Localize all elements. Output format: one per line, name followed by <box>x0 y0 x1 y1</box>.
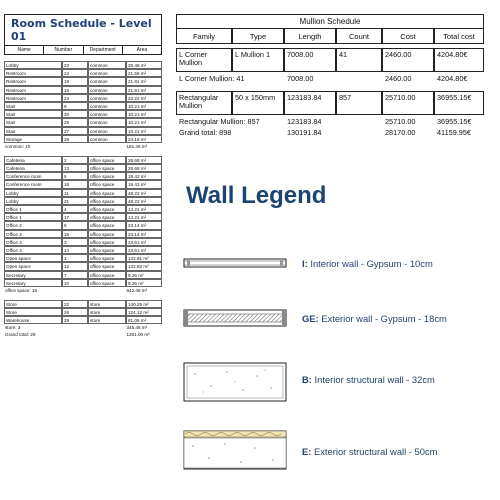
cell-name: Restroom <box>4 94 62 102</box>
subtotal-label: Rectangular Mullion: 857 <box>179 117 260 126</box>
cell-area: 23.14 m² <box>126 221 162 229</box>
cell-department: common <box>88 127 126 135</box>
cell-number: 10 <box>62 279 88 287</box>
cell-name: Store <box>4 300 62 308</box>
subtotal-label: L Corner Mullion: 41 <box>179 74 245 83</box>
room-group <box>4 156 162 294</box>
cell-name: Lobby <box>4 189 62 197</box>
cell-area: 140.29 m² <box>126 300 162 308</box>
cell-number: 4 <box>62 205 88 213</box>
cell-number: 13 <box>62 164 88 172</box>
cell-area: 28.68 m² <box>126 156 162 164</box>
mullion-schedule-title: Mullion Schedule <box>176 14 484 29</box>
cell-area: 22.22 m² <box>126 94 162 102</box>
cell-area: 24.18 m² <box>126 135 162 143</box>
cell-family: L Corner Mullion <box>176 48 232 72</box>
cell-number: 7 <box>62 271 88 279</box>
cell-name: Office 1 <box>4 205 62 213</box>
cell-area: 10.21 m² <box>126 110 162 118</box>
cell-number: 27 <box>62 127 88 135</box>
room-grand-total-value: 1301.00 m² <box>126 332 150 338</box>
cell-area: 21.81 m² <box>126 86 162 94</box>
wall-legend-title: Wall Legend <box>186 182 327 209</box>
cell-name: Open space <box>4 262 62 270</box>
cell-department: office space <box>88 205 126 213</box>
cell-number: 11 <box>62 189 88 197</box>
cell-area: 23.61 m² <box>126 238 162 246</box>
cell-number: 15 <box>62 230 88 238</box>
wall-label-exterior-structural <box>302 446 437 457</box>
cell-name: Lobby <box>4 61 62 69</box>
room-schedule-body <box>4 61 162 331</box>
cell-name: Secretary <box>4 271 62 279</box>
table-row <box>4 135 162 143</box>
cell-department: store <box>88 308 126 316</box>
table-row <box>4 230 162 238</box>
cell-name: Lobby <box>4 197 62 205</box>
cell-name: Conference room <box>4 180 62 188</box>
room-schedule-header <box>4 45 162 55</box>
room-schedule-title: Room Schedule - Level 01 <box>4 14 162 45</box>
cell-count: 41 <box>336 48 382 72</box>
mullion-row <box>176 48 484 72</box>
cell-name: Open space <box>4 254 62 262</box>
table-row <box>4 205 162 213</box>
group-summary-value: 642.48 m² <box>126 287 148 293</box>
room-grand-total <box>4 331 162 338</box>
cell-number: 28 <box>62 135 88 143</box>
wall-desc-e: Exterior structural wall - 50cm <box>313 446 438 457</box>
cell-number: 6 <box>62 221 88 229</box>
cell-department: common <box>88 69 126 77</box>
mullion-row <box>176 91 484 115</box>
interior-wall-gypsum-10-icon <box>183 256 287 270</box>
cell-department: office space <box>88 180 126 188</box>
cell-area: 124.12 m² <box>126 308 162 316</box>
table-row <box>4 102 162 110</box>
cell-cost: 2460.00 <box>382 48 434 72</box>
cell-type: 50 x 150mm <box>232 91 284 115</box>
wall-desc-ge: Exterior wall - Gypsum - 18cm <box>321 313 447 324</box>
table-row <box>4 110 162 118</box>
group-summary-value: 345.46 m² <box>126 325 148 331</box>
subtotal-length: 123183.84 <box>287 117 322 126</box>
table-row <box>4 300 162 308</box>
cell-area: 9.26 m² <box>126 279 162 287</box>
table-row <box>4 189 162 197</box>
grand-total-label: Grand total: 898 <box>179 128 232 137</box>
cell-department: office space <box>88 246 126 254</box>
cell-number: 24 <box>62 69 88 77</box>
cell-department: store <box>88 316 126 324</box>
subtotal-cost: 2460.00 <box>385 74 412 83</box>
grand-total-length: 130191.84 <box>287 128 322 137</box>
cell-area: 28.68 m² <box>126 164 162 172</box>
table-row <box>4 316 162 324</box>
cell-number: 18 <box>62 86 88 94</box>
group-summary-value: 181.46 m² <box>126 143 148 149</box>
header-department: Department <box>84 46 123 54</box>
table-row <box>4 254 162 262</box>
table-row <box>4 180 162 188</box>
header-cost: Cost <box>382 29 434 44</box>
header-number: Number <box>44 46 83 54</box>
table-row <box>4 156 162 164</box>
cell-family: Rectangular Mullion <box>176 91 232 115</box>
cell-department: common <box>88 102 126 110</box>
cell-name: Warehouse <box>4 316 62 324</box>
interior-structural-wall-32-icon <box>183 362 287 402</box>
room-schedule <box>4 14 162 338</box>
header-type: Type <box>232 29 284 44</box>
group-summary <box>4 143 162 150</box>
cell-number: 16 <box>62 180 88 188</box>
cell-number: 26 <box>62 308 88 316</box>
cell-area: 48.22 m² <box>126 197 162 205</box>
table-row <box>4 172 162 180</box>
header-name: Name <box>5 46 44 54</box>
table-row <box>4 61 162 69</box>
cell-department: common <box>88 86 126 94</box>
cell-area: 10.21 m² <box>126 127 162 135</box>
cell-name: Cafeteria <box>4 164 62 172</box>
wall-desc-b: Interior structural wall - 32cm <box>314 374 435 385</box>
mullion-schedule <box>176 14 484 137</box>
cell-name: Office 1 <box>4 213 62 221</box>
table-row <box>4 127 162 135</box>
cell-area: 48.22 m² <box>126 189 162 197</box>
cell-number: 23 <box>62 61 88 69</box>
cell-area: 19.42 m² <box>126 180 162 188</box>
table-row <box>4 246 162 254</box>
header-area: Area <box>136 47 148 53</box>
cell-number: 17 <box>62 213 88 221</box>
cell-area: 23.61 m² <box>126 246 162 254</box>
cell-total-cost: 4204.80€ <box>434 48 484 72</box>
wall-label-exterior-gypsum <box>302 313 447 324</box>
cell-number: 14 <box>62 246 88 254</box>
mullion-subtotal <box>176 115 484 126</box>
cell-name: Office 2 <box>4 230 62 238</box>
cell-number: 5 <box>62 172 88 180</box>
wall-code-e: E: <box>302 446 312 457</box>
group-summary-label: store: 3 <box>5 325 21 331</box>
cell-department: office space <box>88 172 126 180</box>
cell-department: office space <box>88 213 126 221</box>
wall-label-interior-gypsum <box>302 258 433 269</box>
cell-area: 10.21 m² <box>126 102 162 110</box>
table-row <box>4 77 162 85</box>
cell-name: Stair <box>4 102 62 110</box>
cell-number: 22 <box>62 300 88 308</box>
room-grand-total-label: Grand total: 29 <box>5 332 36 338</box>
exterior-structural-wall-50-icon <box>183 430 287 470</box>
room-group <box>4 300 162 332</box>
cell-department: office space <box>88 271 126 279</box>
cell-department: common <box>88 135 126 143</box>
cell-number: 24 <box>62 94 88 102</box>
cell-number: 20 <box>62 110 88 118</box>
wall-label-interior-structural <box>302 374 435 385</box>
cell-department: common <box>88 61 126 69</box>
cell-number: 29 <box>62 316 88 324</box>
table-row <box>4 279 162 287</box>
cell-department: office space <box>88 279 126 287</box>
subtotal-cost: 25710.00 <box>385 117 416 126</box>
cell-number: 2 <box>62 156 88 164</box>
header-count: Count <box>336 29 382 44</box>
cell-area: 23.14 m² <box>126 230 162 238</box>
cell-department: office space <box>88 230 126 238</box>
mullion-grand-total <box>176 126 484 137</box>
cell-department: office space <box>88 164 126 172</box>
table-row <box>4 238 162 246</box>
mullion-subtotal <box>176 72 484 83</box>
grand-total-cost: 28170.00 <box>385 128 416 137</box>
room-group <box>4 61 162 150</box>
cell-department: office space <box>88 238 126 246</box>
cell-name: Restroom <box>4 86 62 94</box>
table-row <box>4 271 162 279</box>
cell-area: 21.56 m² <box>126 69 162 77</box>
table-row <box>4 86 162 94</box>
cell-name: Storage <box>4 135 62 143</box>
wall-desc-i: Interior wall - Gypsum - 10cm <box>310 258 433 269</box>
table-row <box>4 197 162 205</box>
subtotal-total-cost: 36955.15€ <box>437 117 472 126</box>
table-row <box>4 94 162 102</box>
table-row <box>4 69 162 77</box>
cell-area: 132.83 m² <box>126 262 162 270</box>
header-length: Length <box>284 29 336 44</box>
cell-area: 10.21 m² <box>126 118 162 126</box>
table-row <box>4 213 162 221</box>
cell-area: 132.81 m² <box>126 254 162 262</box>
mullion-schedule-header <box>176 29 484 44</box>
cell-area: 14.21 m² <box>126 205 162 213</box>
cell-number: 3 <box>62 238 88 246</box>
cell-department: office space <box>88 197 126 205</box>
cell-number: 9 <box>62 102 88 110</box>
cell-name: Office 3 <box>4 238 62 246</box>
cell-count: 857 <box>336 91 382 115</box>
cell-name: Restroom <box>4 77 62 85</box>
cell-department: common <box>88 110 126 118</box>
cell-department: store <box>88 300 126 308</box>
table-row <box>4 308 162 316</box>
cell-area: 19.42 m² <box>126 172 162 180</box>
wall-code-ge: GE: <box>302 313 319 324</box>
cell-name: Stair <box>4 127 62 135</box>
subtotal-total-cost: 4204.80€ <box>437 74 468 83</box>
cell-name: Secretary <box>4 279 62 287</box>
cell-number: 19 <box>62 77 88 85</box>
cell-name: Office 3 <box>4 246 62 254</box>
cell-length: 123183.84 <box>284 91 336 115</box>
cell-type: L Mullion 1 <box>232 48 284 72</box>
cell-department: common <box>88 77 126 85</box>
group-summary <box>4 287 162 294</box>
group-summary <box>4 324 162 331</box>
table-row <box>4 221 162 229</box>
cell-department: office space <box>88 156 126 164</box>
cell-area: 21.81 m² <box>126 77 162 85</box>
header-family: Family <box>176 29 232 44</box>
cell-number: 25 <box>62 118 88 126</box>
group-summary-label: office space: 16 <box>5 287 38 293</box>
cell-length: 7008.00 <box>284 48 336 72</box>
cell-department: common <box>88 94 126 102</box>
cell-area: 9.26 m² <box>126 271 162 279</box>
table-row <box>4 164 162 172</box>
wall-code-i: I: <box>302 258 308 269</box>
cell-area: 14.21 m² <box>126 213 162 221</box>
cell-name: Stair <box>4 118 62 126</box>
cell-total-cost: 36955.15€ <box>434 91 484 115</box>
cell-number: 12 <box>62 262 88 270</box>
cell-department: office space <box>88 189 126 197</box>
table-row <box>4 118 162 126</box>
cell-area: 25.48 m² <box>126 61 162 69</box>
cell-name: Restroom <box>4 69 62 77</box>
cell-number: 21 <box>62 197 88 205</box>
table-row <box>4 262 162 270</box>
subtotal-length: 7008.00 <box>287 74 314 83</box>
cell-cost: 25710.00 <box>382 91 434 115</box>
cell-name: Cafeteria <box>4 156 62 164</box>
cell-department: office space <box>88 221 126 229</box>
cell-name: Stair <box>4 110 62 118</box>
grand-total-total-cost: 41159.95€ <box>437 128 471 137</box>
cell-name: Conference room <box>4 172 62 180</box>
cell-name: Store <box>4 308 62 316</box>
header-total-cost: Total cost <box>434 29 484 44</box>
cell-number: 1 <box>62 254 88 262</box>
cell-area: 81.06 m² <box>126 316 162 324</box>
cell-name: Office 2 <box>4 221 62 229</box>
group-summary-label: common: 10 <box>5 143 31 149</box>
cell-department: office space <box>88 262 126 270</box>
cell-department: office space <box>88 254 126 262</box>
wall-code-b: B: <box>302 374 312 385</box>
exterior-wall-gypsum-18-icon <box>183 308 287 328</box>
cell-department: common <box>88 118 126 126</box>
